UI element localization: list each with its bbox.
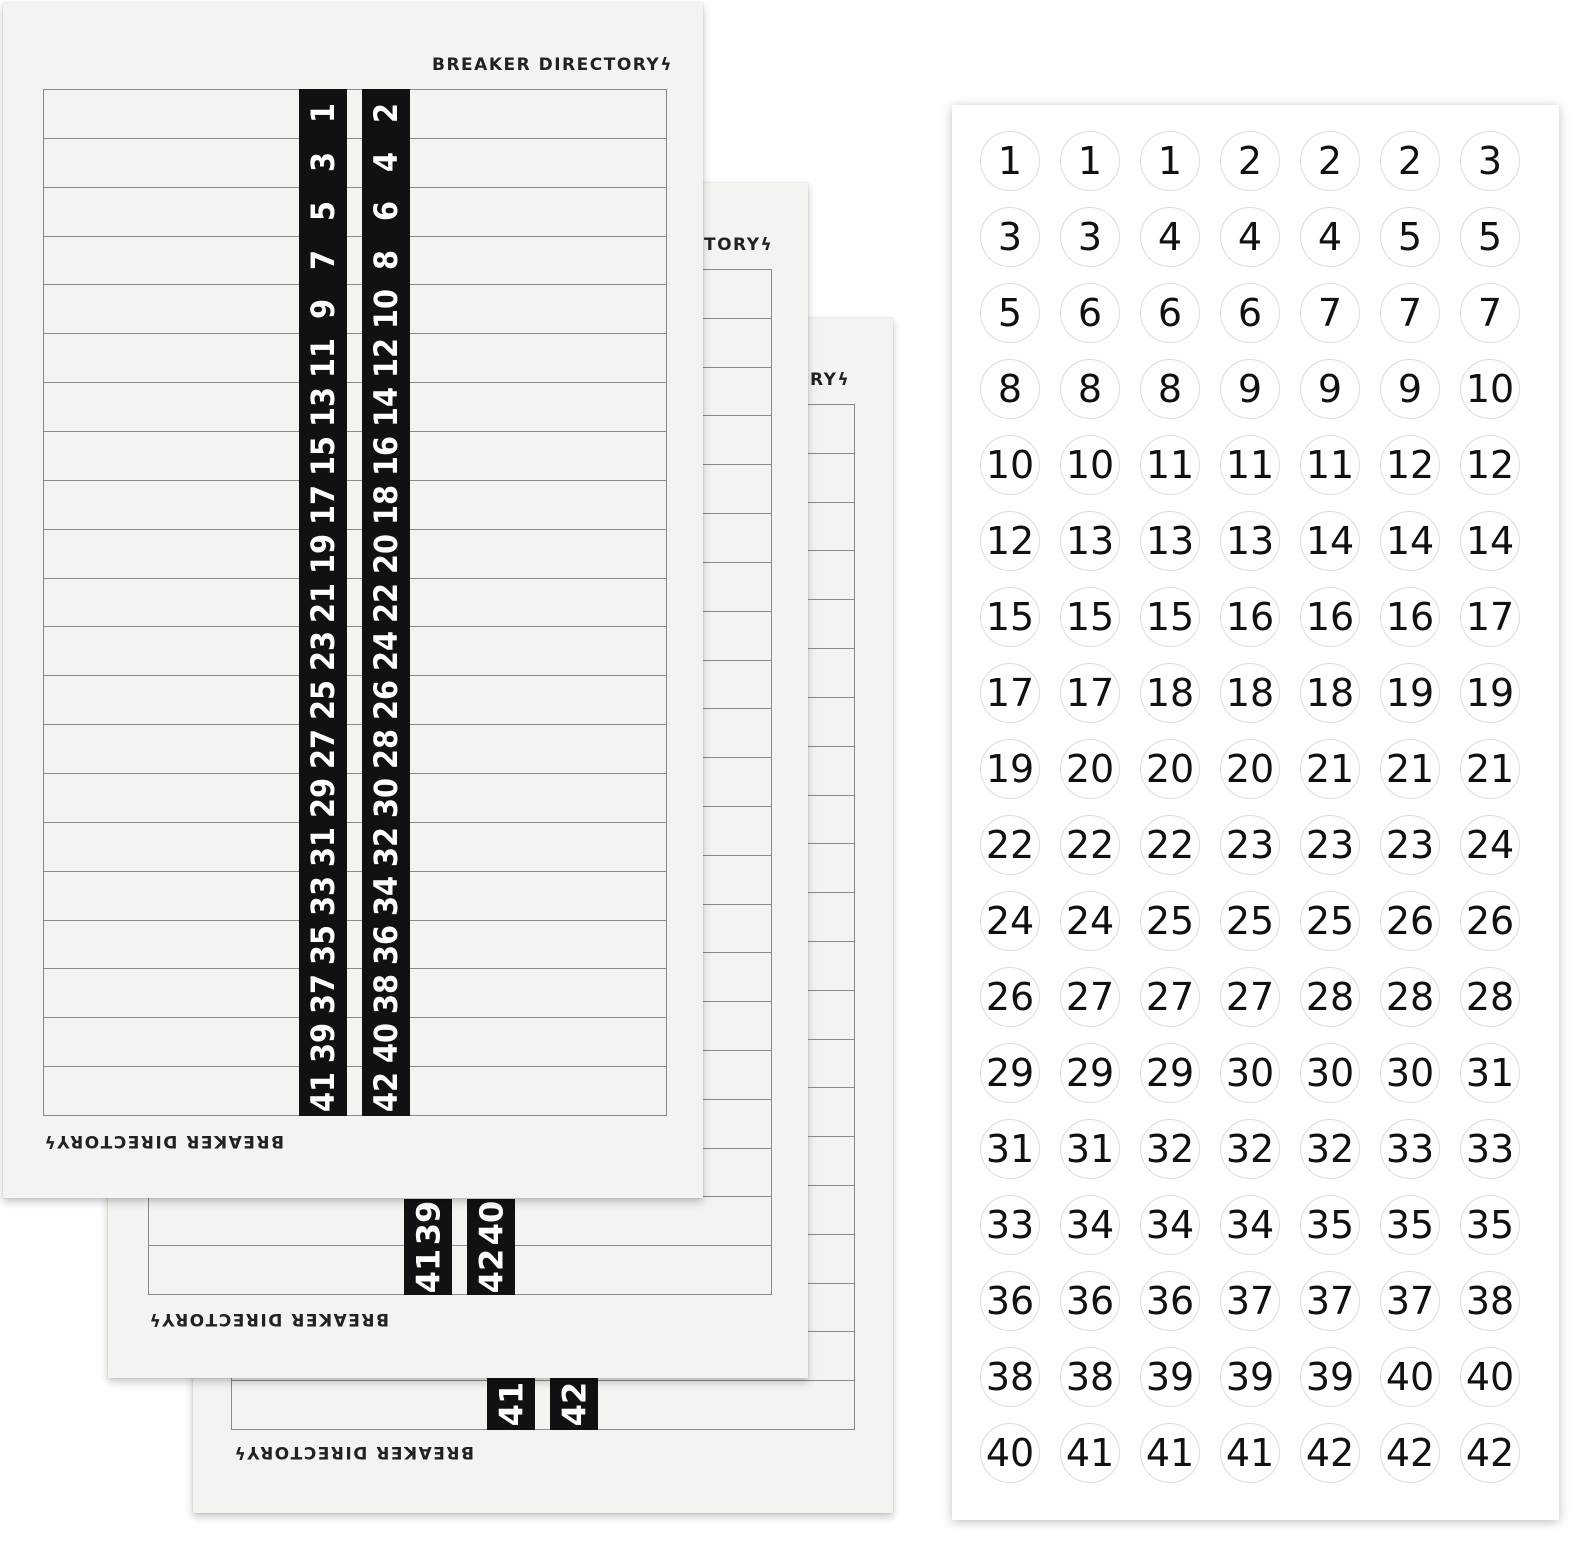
number-sticker: 36: [1140, 1271, 1200, 1331]
label-row: [44, 871, 666, 920]
number-sticker: 16: [1300, 587, 1360, 647]
number-sticker: 6: [1220, 283, 1280, 343]
circuit-number: 38: [367, 973, 405, 1014]
circuit-number: 20: [367, 533, 405, 574]
number-sticker: 9: [1220, 359, 1280, 419]
number-sticker: 10: [1060, 435, 1120, 495]
circuit-number: 37: [304, 973, 342, 1014]
number-sticker: 5: [1380, 207, 1440, 267]
circuit-number: 4: [367, 152, 405, 173]
number-sticker: 3: [1060, 207, 1120, 267]
number-sticker: 29: [980, 1043, 1040, 1103]
circuit-tab: 39: [404, 1199, 452, 1247]
label-row: [44, 1017, 666, 1066]
number-sticker: 16: [1220, 587, 1280, 647]
number-sticker: 14: [1380, 511, 1440, 571]
number-sticker: 27: [1220, 967, 1280, 1027]
number-sticker: 8: [1060, 359, 1120, 419]
label-row: [44, 920, 666, 969]
number-sticker: 32: [1140, 1119, 1200, 1179]
circuit-tab: 41: [404, 1247, 452, 1295]
number-sticker: 19: [1380, 663, 1440, 723]
circuit-number: 19: [304, 533, 342, 574]
number-sticker: 19: [980, 739, 1040, 799]
label-row: [44, 187, 666, 236]
number-sticker: 30: [1380, 1043, 1440, 1103]
label-row: [44, 529, 666, 578]
circuit-number: 39: [304, 1022, 342, 1063]
number-sticker: 13: [1220, 511, 1280, 571]
circuit-number: 32: [367, 827, 405, 868]
number-sticker: 7: [1380, 283, 1440, 343]
number-sticker: 39: [1220, 1347, 1280, 1407]
label-row: [44, 724, 666, 773]
number-sticker: 22: [1060, 815, 1120, 875]
number-sticker: 40: [1460, 1347, 1520, 1407]
number-sticker: 18: [1140, 663, 1200, 723]
circuit-tab: 42: [550, 1378, 598, 1430]
circuit-number: 23: [304, 631, 342, 672]
number-sticker: 21: [1300, 739, 1360, 799]
circuit-number: 28: [367, 729, 405, 770]
number-sticker: 15: [980, 587, 1040, 647]
number-sticker: 42: [1460, 1423, 1520, 1483]
circuit-number: 18: [367, 484, 405, 525]
circuit-number: 27: [304, 729, 342, 770]
label-row: [44, 578, 666, 627]
number-sticker: 34: [1220, 1195, 1280, 1255]
label-row: [44, 333, 666, 382]
number-sticker: 4: [1220, 207, 1280, 267]
circuit-number: 3: [304, 152, 342, 173]
circuit-number: 30: [367, 778, 405, 819]
circuit-number: 2: [367, 103, 405, 124]
number-sticker: 25: [1140, 891, 1200, 951]
number-sticker: 37: [1380, 1271, 1440, 1331]
sheet-footer: BREAKER DIRECTORYϟ: [43, 1131, 284, 1151]
number-sticker: 34: [1060, 1195, 1120, 1255]
number-sticker: 28: [1300, 967, 1360, 1027]
directory-sheet-front: [3, 3, 703, 1198]
number-sticker: 42: [1380, 1423, 1440, 1483]
number-sticker: 12: [1460, 435, 1520, 495]
number-sticker: 22: [980, 815, 1040, 875]
number-sticker: 29: [1060, 1043, 1120, 1103]
number-sticker: 38: [980, 1347, 1040, 1407]
number-sticker: 24: [1060, 891, 1120, 951]
number-sticker: 5: [980, 283, 1040, 343]
number-sticker: 15: [1140, 587, 1200, 647]
circuit-number: 34: [367, 875, 405, 916]
sheet-footer: BREAKER DIRECTORYϟ: [233, 1442, 474, 1462]
number-sticker: 38: [1460, 1271, 1520, 1331]
number-sticker: 41: [1220, 1423, 1280, 1483]
number-sticker: 12: [980, 511, 1040, 571]
number-sticker: 1: [1060, 131, 1120, 191]
circuit-tab: 41: [487, 1378, 535, 1430]
number-sticker: 13: [1140, 511, 1200, 571]
number-sticker: 2: [1220, 131, 1280, 191]
circuit-number: 5: [304, 201, 342, 222]
circuit-number: 11: [304, 337, 342, 379]
number-sticker: 17: [980, 663, 1040, 723]
number-sticker: 14: [1300, 511, 1360, 571]
number-sticker: 7: [1460, 283, 1520, 343]
label-row: [44, 1066, 666, 1115]
sticker-grid: [980, 131, 1522, 1485]
sheet-header: BREAKER DIRECTORYϟ: [432, 55, 673, 75]
number-sticker: 39: [1140, 1347, 1200, 1407]
number-sticker: 24: [980, 891, 1040, 951]
number-sticker: 37: [1300, 1271, 1360, 1331]
circuit-number: 7: [304, 250, 342, 271]
number-sticker: 36: [1060, 1271, 1120, 1331]
number-sticker: 21: [1380, 739, 1440, 799]
number-sticker: 8: [980, 359, 1040, 419]
circuit-number: 14: [367, 386, 405, 427]
number-sticker: 20: [1060, 739, 1120, 799]
number-sticker: 5: [1460, 207, 1520, 267]
number-sticker: 26: [1460, 891, 1520, 951]
number-sticker: 6: [1060, 283, 1120, 343]
sheet-header-partial: RYϟ: [810, 370, 851, 390]
circuit-number: 6: [367, 201, 405, 222]
circuit-number: 33: [304, 875, 342, 916]
number-sticker: 42: [1300, 1423, 1360, 1483]
circuit-number: 41: [304, 1071, 342, 1112]
label-row: [44, 675, 666, 724]
number-sticker: 14: [1460, 511, 1520, 571]
number-sticker: 26: [980, 967, 1040, 1027]
number-sticker: 38: [1060, 1347, 1120, 1407]
circuit-number: 29: [304, 778, 342, 819]
number-sticker: 11: [1140, 435, 1200, 495]
label-row: [149, 1196, 771, 1245]
number-sticker: 1: [1140, 131, 1200, 191]
number-sticker: 16: [1380, 587, 1440, 647]
number-sticker: 31: [980, 1119, 1040, 1179]
number-sticker: 7: [1300, 283, 1360, 343]
label-row: [149, 1245, 771, 1294]
number-sticker: 23: [1300, 815, 1360, 875]
number-sticker: 40: [1380, 1347, 1440, 1407]
circuit-tab: 42: [467, 1247, 515, 1295]
circuit-number: 40: [367, 1022, 405, 1063]
label-row: [44, 480, 666, 529]
label-row: [44, 138, 666, 187]
number-sticker: 11: [1220, 435, 1280, 495]
number-sticker: 2: [1300, 131, 1360, 191]
number-sticker: 25: [1300, 891, 1360, 951]
circuit-number: 16: [367, 435, 405, 476]
number-sticker: 22: [1140, 815, 1200, 875]
number-sticker: 9: [1300, 359, 1360, 419]
circuit-number: 31: [304, 827, 342, 868]
circuit-number: 24: [367, 631, 405, 672]
number-sticker: 11: [1300, 435, 1360, 495]
circuit-number: 17: [304, 484, 342, 525]
number-sticker: 31: [1460, 1043, 1520, 1103]
number-sticker: 20: [1220, 739, 1280, 799]
number-sticker: 35: [1300, 1195, 1360, 1255]
circuit-number: 42: [367, 1071, 405, 1112]
number-sticker: 18: [1220, 663, 1280, 723]
label-row: [44, 968, 666, 1017]
circuit-number: 13: [304, 386, 342, 427]
circuit-number: 9: [304, 299, 342, 320]
number-sticker: 23: [1220, 815, 1280, 875]
number-sticker: 1: [980, 131, 1040, 191]
number-sticker: 10: [1460, 359, 1520, 419]
circuit-number: 15: [304, 435, 342, 476]
number-sticker: 37: [1220, 1271, 1280, 1331]
circuit-number: 12: [367, 337, 405, 379]
circuit-tab: 40: [467, 1199, 515, 1247]
number-sticker: 6: [1140, 283, 1200, 343]
label-row: [44, 382, 666, 431]
number-sticker-sheet: [952, 105, 1559, 1520]
label-row: [44, 773, 666, 822]
number-sticker: 21: [1460, 739, 1520, 799]
number-sticker: 26: [1380, 891, 1440, 951]
number-sticker: 13: [1060, 511, 1120, 571]
number-sticker: 32: [1300, 1119, 1360, 1179]
number-sticker: 10: [980, 435, 1040, 495]
number-sticker: 40: [980, 1423, 1040, 1483]
odd-number-strip: [299, 89, 347, 1116]
number-sticker: 4: [1140, 207, 1200, 267]
number-sticker: 30: [1220, 1043, 1280, 1103]
circuit-number: 1: [304, 103, 342, 124]
number-sticker: 28: [1460, 967, 1520, 1027]
number-sticker: 15: [1060, 587, 1120, 647]
number-sticker: 23: [1380, 815, 1440, 875]
number-sticker: 17: [1460, 587, 1520, 647]
sheet-footer: BREAKER DIRECTORYϟ: [148, 1309, 389, 1329]
number-sticker: 24: [1460, 815, 1520, 875]
number-sticker: 32: [1220, 1119, 1280, 1179]
number-sticker: 27: [1140, 967, 1200, 1027]
circuit-number: 36: [367, 924, 405, 965]
number-sticker: 34: [1140, 1195, 1200, 1255]
label-row: [44, 90, 666, 138]
label-grid: [43, 89, 667, 1116]
number-sticker: 3: [980, 207, 1040, 267]
number-sticker: 28: [1380, 967, 1440, 1027]
number-sticker: 33: [980, 1195, 1040, 1255]
label-row: [44, 822, 666, 871]
number-sticker: 19: [1460, 663, 1520, 723]
number-sticker: 27: [1060, 967, 1120, 1027]
sheet-header-partial: TORYϟ: [704, 235, 774, 255]
number-sticker: 35: [1380, 1195, 1440, 1255]
number-sticker: 25: [1220, 891, 1280, 951]
circuit-number: 22: [367, 582, 405, 623]
number-sticker: 8: [1140, 359, 1200, 419]
label-row: [44, 236, 666, 285]
number-sticker: 29: [1140, 1043, 1200, 1103]
number-sticker: 17: [1060, 663, 1120, 723]
number-sticker: 12: [1380, 435, 1440, 495]
label-row: [44, 626, 666, 675]
number-sticker: 31: [1060, 1119, 1120, 1179]
circuit-number: 26: [367, 680, 405, 721]
number-sticker: 33: [1380, 1119, 1440, 1179]
circuit-number: 21: [304, 582, 342, 623]
number-sticker: 4: [1300, 207, 1360, 267]
label-row: [232, 1380, 854, 1429]
number-sticker: 18: [1300, 663, 1360, 723]
label-row: [44, 284, 666, 333]
circuit-number: 35: [304, 924, 342, 965]
even-number-strip: [362, 89, 410, 1116]
number-sticker: 35: [1460, 1195, 1520, 1255]
number-sticker: 30: [1300, 1043, 1360, 1103]
label-row: [44, 431, 666, 480]
number-sticker: 3: [1460, 131, 1520, 191]
number-sticker: 36: [980, 1271, 1040, 1331]
number-sticker: 33: [1460, 1119, 1520, 1179]
circuit-number: 25: [304, 680, 342, 721]
number-sticker: 39: [1300, 1347, 1360, 1407]
circuit-number: 10: [367, 289, 405, 330]
number-sticker: 20: [1140, 739, 1200, 799]
number-sticker: 41: [1060, 1423, 1120, 1483]
circuit-number: 8: [367, 250, 405, 271]
number-sticker: 9: [1380, 359, 1440, 419]
number-sticker: 41: [1140, 1423, 1200, 1483]
number-sticker: 2: [1380, 131, 1440, 191]
